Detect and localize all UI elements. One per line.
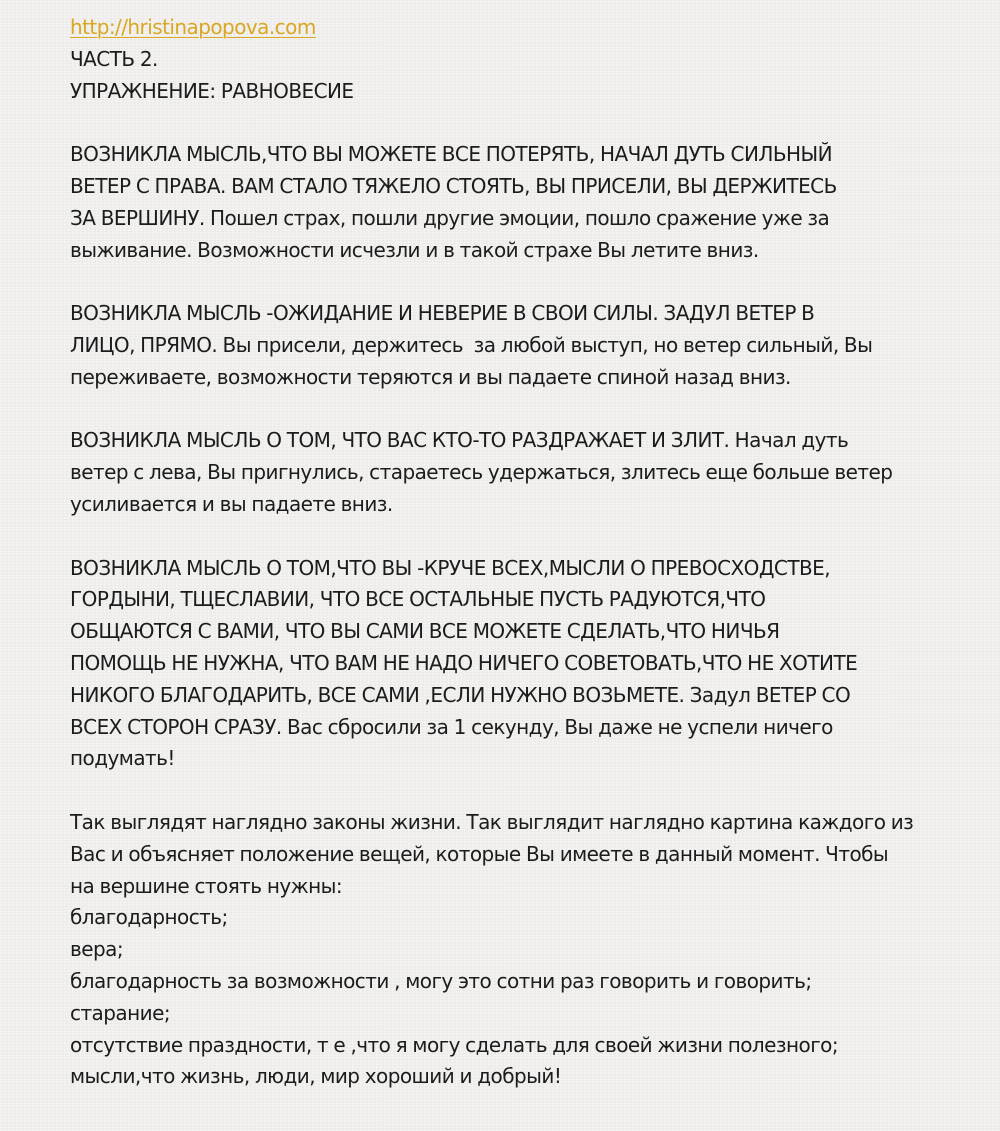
text-line: ОБЩАЮТСЯ С ВАМИ, ЧТО ВЫ САМИ ВСЕ МОЖЕТЕ СДЕЛАТЬ,ЧТО НИЧЬЯ [70,619,780,644]
paragraph-laws-of-life [70,807,950,1093]
note-document [70,12,950,1093]
paragraph-spacer [70,107,950,139]
text-line: ЛИЦО, ПРЯМО. Вы присели, держитесь за любой выступ, но ветер сильный, Вы [70,332,873,357]
list-item: благодарность за возможности , могу это сотни раз говорить и говорить; [70,968,812,993]
part-heading: ЧАСТЬ 2. [70,46,158,71]
exercise-heading: УПРАЖНЕНИЕ: РАВНОВЕСИЕ [70,78,354,103]
text-line: усиливается и вы падаете вниз. [70,491,393,516]
paragraph-spacer [70,775,950,807]
text-line: ВОЗНИКЛА МЫСЛЬ -ОЖИДАНИЕ И НЕВЕРИЕ В СВОИ СИЛЫ. ЗАДУЛ ВЕТЕР В [70,301,815,326]
paragraph-wind-front [70,298,950,393]
list-item: вера; [70,937,124,962]
website-link[interactable]: http://hristinapopova.com [70,15,316,39]
header-link-line [70,12,950,44]
text-line: переживаете, возможности теряются и вы падаете спиной назад вниз. [70,364,791,389]
list-item: благодарность; [70,905,228,930]
list-item: мысли,что жизнь, люди, мир хороший и добрый! [70,1064,562,1089]
text-line: ЗА ВЕРШИНУ. Пошел страх, пошли другие эмоции, пошло сражение уже за [70,205,830,230]
text-line: на вершине стоять нужны: [70,873,343,898]
text-line: выживание. Возможности исчезли и в такой страхе Вы летите вниз. [70,237,759,262]
list-item: отсутствие праздности, т е ,что я могу сделать для своей жизни полезного; [70,1032,839,1057]
paragraph-wind-right [70,139,950,266]
text-line: ГОРДЫНИ, ТЩЕСЛАВИИ, ЧТО ВСЕ ОСТАЛЬНЫЕ ПУСТЬ РАДУЮТСЯ,ЧТО [70,587,766,612]
paragraph-spacer [70,521,950,553]
text-line: ВЕТЕР С ПРАВА. ВАМ СТАЛО ТЯЖЕЛО СТОЯТЬ, ВЫ ПРИСЕЛИ, ВЫ ДЕРЖИТЕСЬ [70,173,837,198]
list-item: старание; [70,1000,171,1025]
text-line: ВОЗНИКЛА МЫСЛЬ,ЧТО ВЫ МОЖЕТЕ ВСЕ ПОТЕРЯТЬ, НАЧАЛ ДУТЬ СИЛЬНЫЙ [70,142,833,167]
paragraph-spacer [70,394,950,426]
paragraph-wind-left [70,425,950,520]
text-line: Вас и объясняет положение вещей, которые Вы имеете в данный момент. Чтобы [70,841,889,866]
paragraph-spacer [70,266,950,298]
text-line: ВСЕХ СТОРОН СРАЗУ. Вас сбросили за 1 секунду, Вы даже не успели ничего [70,714,833,739]
text-line: ПОМОЩЬ НЕ НУЖНА, ЧТО ВАМ НЕ НАДО НИЧЕГО СОВЕТОВАТЬ,ЧТО НЕ ХОТИТЕ [70,650,858,675]
text-line: ветер с лева, Вы пригнулись, стараетесь удержаться, злитесь еще больше ветер [70,460,893,485]
text-line: ВОЗНИКЛА МЫСЛЬ О ТОМ,ЧТО ВЫ -КРУЧЕ ВСЕХ,МЫСЛИ О ПРЕВОСХОДСТВЕ, [70,555,831,580]
text-line: Так выглядят наглядно законы жизни. Так выглядит наглядно картина каждого из [70,809,914,834]
text-line: НИКОГО БЛАГОДАРИТЬ, ВСЕ САМИ ,ЕСЛИ НУЖНО ВОЗЬМЕТЕ. Задул ВЕТЕР СО [70,682,851,707]
paragraph-wind-all-sides [70,553,950,776]
text-line: подумать! [70,746,175,771]
text-line: ВОЗНИКЛА МЫСЛЬ О ТОМ, ЧТО ВАС КТО-ТО РАЗДРАЖАЕТ И ЗЛИТ. Начал дуть [70,428,849,453]
